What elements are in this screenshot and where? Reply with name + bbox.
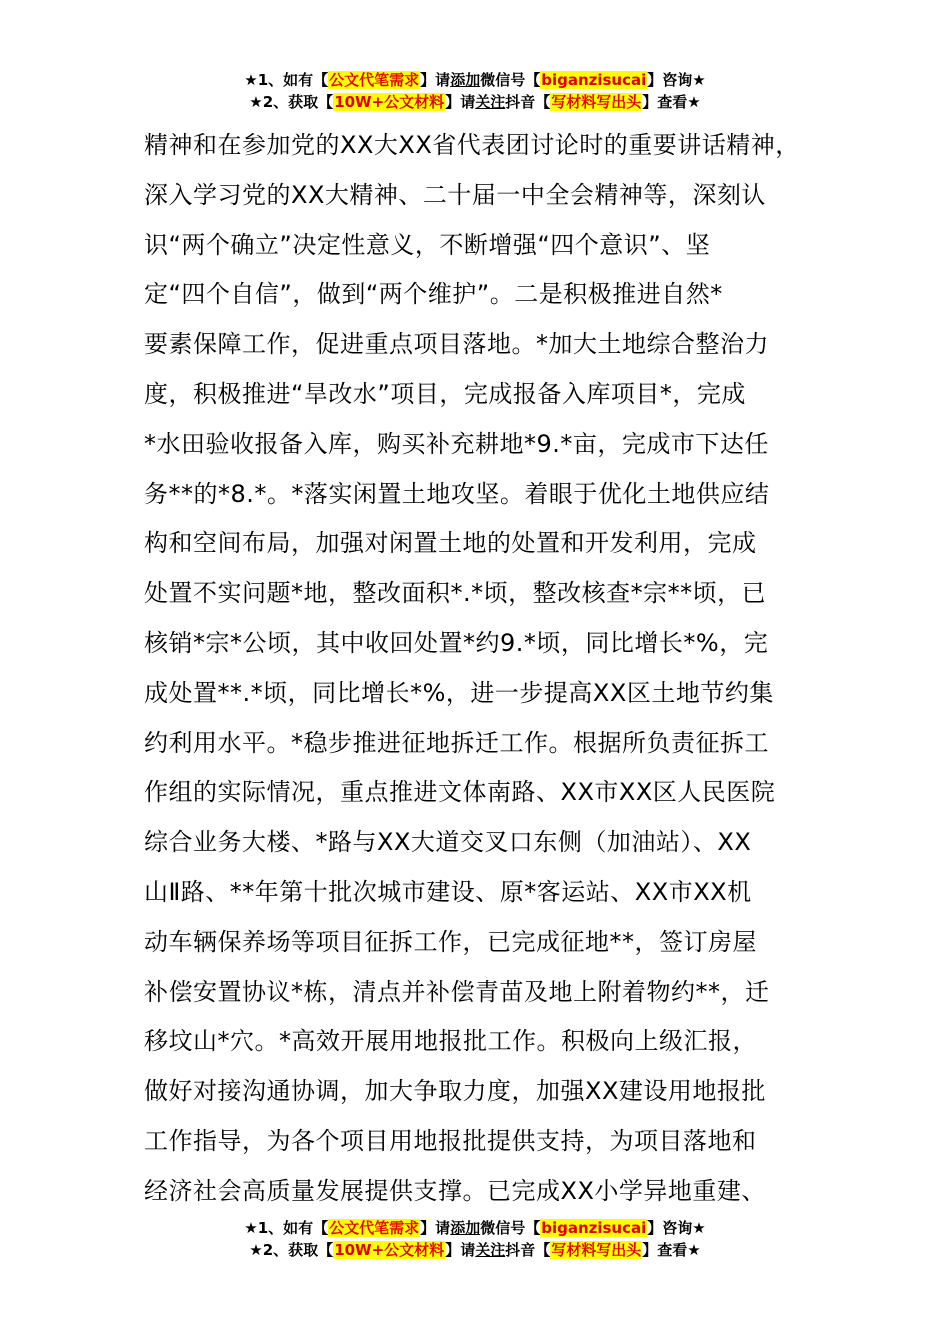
body-line: 综合业务大楼、*路与XX大道交叉口东侧（加油站）、XX	[144, 828, 752, 857]
highlight-text: biganzisucai	[541, 1219, 647, 1237]
banner-text: 】请	[420, 1219, 451, 1237]
banner-text: 抖音【	[505, 93, 551, 111]
body-line: 约利用水平。*稳步推进征地拆迁工作。根据所负责征拆工	[144, 728, 769, 757]
highlight-text: 10W+公文材料	[334, 1241, 445, 1259]
body-line: 移坟山*穴。*高效开展用地报批工作。积极向上级汇报，	[144, 1027, 757, 1056]
body-line: 动车辆保养场等项目征拆工作，已完成征地**，签订房屋	[144, 927, 757, 956]
body-line: 深入学习党的XX大精神、二十届一中全会精神等，深刻认	[144, 180, 766, 209]
body-line: 要素保障工作，促进重点项目落地。*加大土地综合整治力	[144, 330, 769, 359]
banner-line-2	[0, 1239, 950, 1261]
body-line: 经济社会高质量发展提供支撑。已完成XX小学异地重建、	[144, 1176, 766, 1205]
highlight-text: biganzisucai	[541, 71, 647, 89]
body-line: 构和空间布局，加强对闲置土地的处置和开发利用，完成	[144, 529, 757, 558]
body-line: 务**的*8.*。*落实闲置土地攻坚。着眼于优化土地供应结	[144, 479, 770, 508]
body-line: 核销*宗*公顷，其中收回处置*约9.*顷，同比增长*%，完	[144, 628, 769, 657]
header-banner	[0, 69, 950, 113]
banner-line-1	[0, 1217, 950, 1239]
body-line: 做好对接沟通协调，加大争取力度，加强XX建设用地报批	[144, 1077, 766, 1106]
banner-text: 】请	[445, 93, 476, 111]
highlight-text: 公文代笔需求	[329, 1219, 420, 1237]
banner-line-1	[0, 69, 950, 91]
banner-text: ★2、获取【	[249, 1241, 334, 1259]
banner-text: ★1、如有【	[244, 71, 329, 89]
banner-text: 】请	[445, 1241, 476, 1259]
body-line: 识“两个确立”决定性意义，不断增强“四个意识”、坚	[144, 230, 711, 259]
body-line: 处置不实问题*地，整改面积*.*顷，整改核查*宗**顷，已	[144, 579, 767, 608]
banner-text: 】咨询★	[647, 1219, 706, 1237]
underlined-text: 添加	[450, 1219, 481, 1237]
banner-text: 】请	[420, 71, 451, 89]
underlined-text: 关注	[475, 1241, 506, 1259]
banner-text: ★2、获取【	[249, 93, 334, 111]
body-line: 度，积极推进“旱改水”项目，完成报备入库项目*，完成	[144, 379, 746, 408]
document-body	[144, 121, 824, 1217]
body-line: 定“四个自信”，做到“两个维护”。二是积极推进自然*	[144, 280, 723, 309]
footer-banner	[0, 1217, 950, 1261]
body-line: 补偿安置协议*栋，清点并补偿青苗及地上附着物约**，迁	[144, 977, 770, 1006]
banner-text: ★1、如有【	[244, 1219, 329, 1237]
banner-text: 微信号【	[480, 71, 541, 89]
banner-text: 】咨询★	[647, 71, 706, 89]
banner-text: 】查看★	[642, 93, 701, 111]
body-line: 工作指导，为各个项目用地报批提供支持，为项目落地和	[144, 1126, 757, 1155]
highlight-text: 写材料写出头	[551, 1241, 642, 1259]
underlined-text: 添加	[450, 71, 481, 89]
banner-text: 抖音【	[505, 1241, 551, 1259]
highlight-text: 公文代笔需求	[329, 71, 420, 89]
body-line: 作组的实际情况，重点推进文体南路、XX市XX区人民医院	[144, 778, 776, 807]
body-line: 山Ⅱ路、**年第十批次城市建设、原*客运站、XX市XX机	[144, 877, 752, 906]
highlight-text: 写材料写出头	[551, 93, 642, 111]
banner-text: 微信号【	[480, 1219, 541, 1237]
banner-text: 】查看★	[642, 1241, 701, 1259]
body-line: 成处置**.*顷，同比增长*%，进一步提高XX区土地节约集	[144, 678, 774, 707]
highlight-text: 10W+公文材料	[334, 93, 445, 111]
body-line: 精神和在参加党的XX大XX省代表团讨论时的重要讲话精神，	[144, 131, 800, 159]
body-line: *水田验收报备入库，购买补充耕地*9.*亩，完成市下达任	[144, 429, 769, 458]
underlined-text: 关注	[475, 93, 506, 111]
banner-line-2	[0, 91, 950, 113]
